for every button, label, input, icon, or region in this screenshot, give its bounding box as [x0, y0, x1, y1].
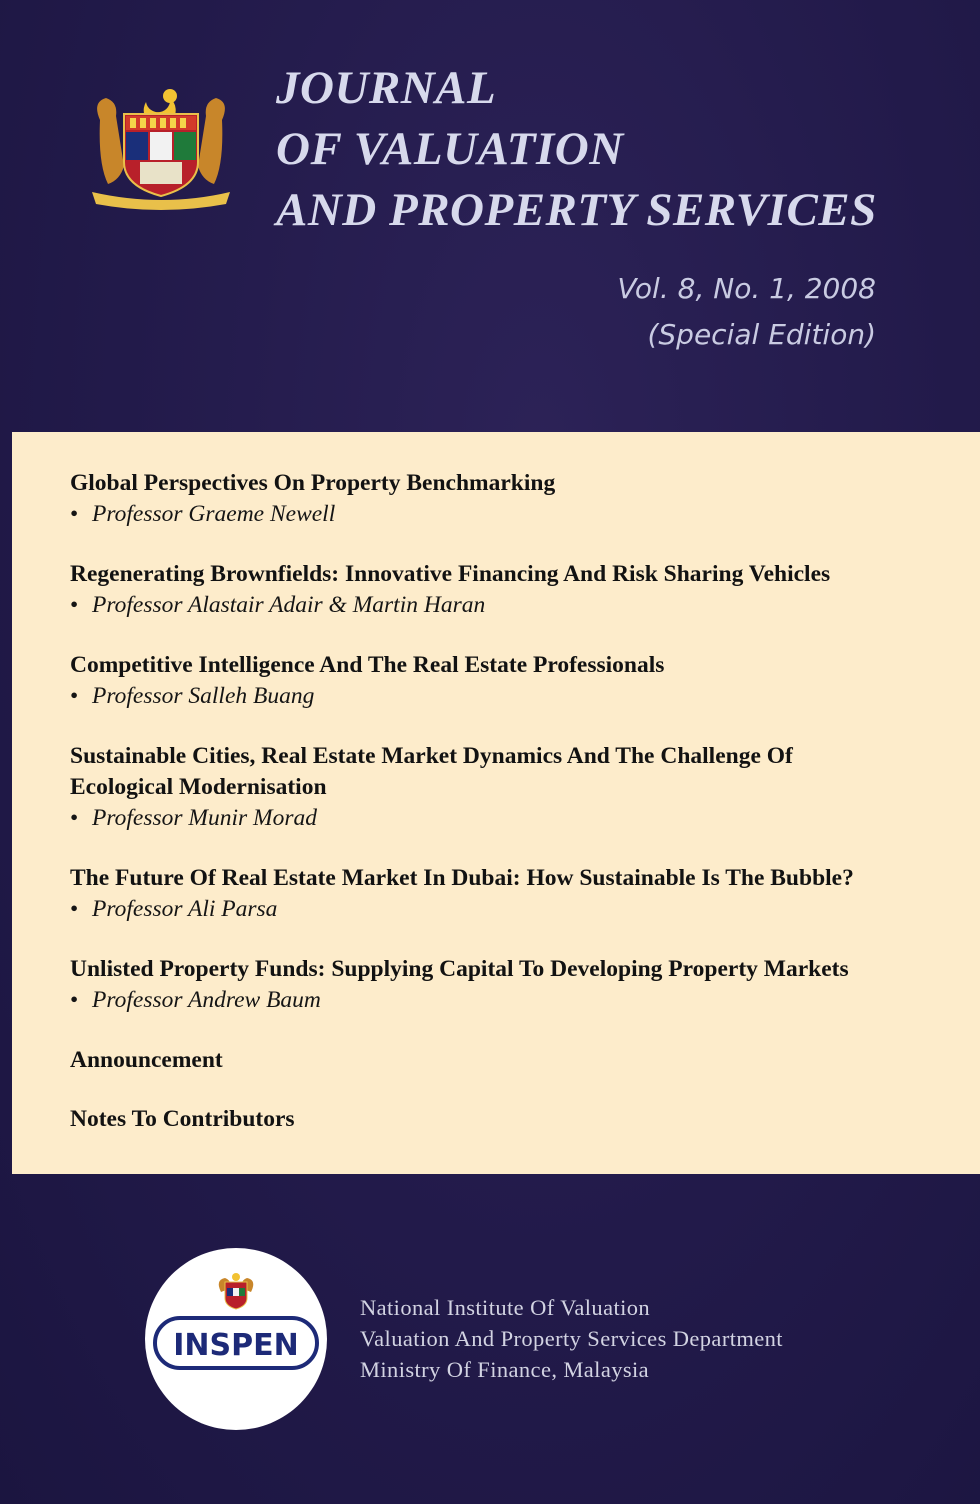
journal-title-line: JOURNAL — [276, 62, 497, 114]
journal-title — [276, 58, 877, 241]
inspen-logo-icon — [145, 1248, 327, 1430]
publisher-info — [360, 1292, 783, 1385]
bullet: • — [70, 805, 79, 831]
article-author — [70, 894, 950, 925]
article-author — [70, 803, 950, 834]
article-item — [70, 741, 950, 834]
journal-title-line: OF VALUATION — [276, 123, 624, 175]
inspen-logo-text: INSPEN — [173, 1328, 299, 1363]
article-title: Competitive Intelligence And The Real Estate Professionals — [70, 652, 665, 678]
bullet: • — [70, 501, 79, 527]
article-title: The Future Of Real Estate Market In Dubai: How Sustainable Is The Bubble? — [70, 865, 854, 891]
article-item — [70, 863, 950, 925]
author-name: Professor Graeme Newell — [92, 501, 336, 527]
bullet: • — [70, 896, 79, 922]
issue-info — [617, 266, 876, 358]
author-name: Professor Alastair Adair & Martin Haran — [92, 592, 486, 618]
publisher-line: Ministry Of Finance, Malaysia — [360, 1357, 650, 1382]
article-title-continued: Ecological Modernisation — [70, 774, 327, 800]
article-title: Regenerating Brownfields: Innovative Financing And Risk Sharing Vehicles — [70, 561, 831, 587]
issue-volume: Vol. 8, No. 1, 2008 — [617, 272, 876, 305]
article-title: Global Perspectives On Property Benchmarking — [70, 470, 556, 496]
article-list — [70, 468, 950, 1163]
issue-edition: (Special Edition) — [647, 318, 876, 351]
coat-of-arms-icon — [86, 80, 236, 210]
article-author — [70, 499, 950, 530]
bullet: • — [70, 592, 79, 618]
bullet: • — [70, 683, 79, 709]
article-author — [70, 681, 950, 712]
inspen-logo-badge — [145, 1248, 327, 1430]
announcement-heading: Announcement — [70, 1047, 223, 1073]
contents-panel — [12, 432, 980, 1174]
publisher-line: Valuation And Property Services Department — [360, 1326, 783, 1351]
article-item — [70, 954, 950, 1016]
article-item — [70, 650, 950, 712]
article-author — [70, 985, 950, 1016]
journal-title-line: AND PROPERTY SERVICES — [276, 184, 877, 236]
article-author — [70, 590, 950, 621]
author-name: Professor Ali Parsa — [92, 896, 278, 922]
article-title: Unlisted Property Funds: Supplying Capital To Developing Property Markets — [70, 956, 849, 982]
author-name: Professor Andrew Baum — [92, 987, 321, 1013]
author-name: Professor Munir Morad — [92, 805, 317, 831]
bullet: • — [70, 987, 79, 1013]
article-title: Sustainable Cities, Real Estate Market Dynamics And The Challenge Of — [70, 743, 793, 769]
author-name: Professor Salleh Buang — [92, 683, 315, 709]
article-item — [70, 468, 950, 530]
notes-to-contributors-heading: Notes To Contributors — [70, 1106, 295, 1132]
publisher-line: National Institute Of Valuation — [360, 1295, 651, 1320]
article-item — [70, 559, 950, 621]
